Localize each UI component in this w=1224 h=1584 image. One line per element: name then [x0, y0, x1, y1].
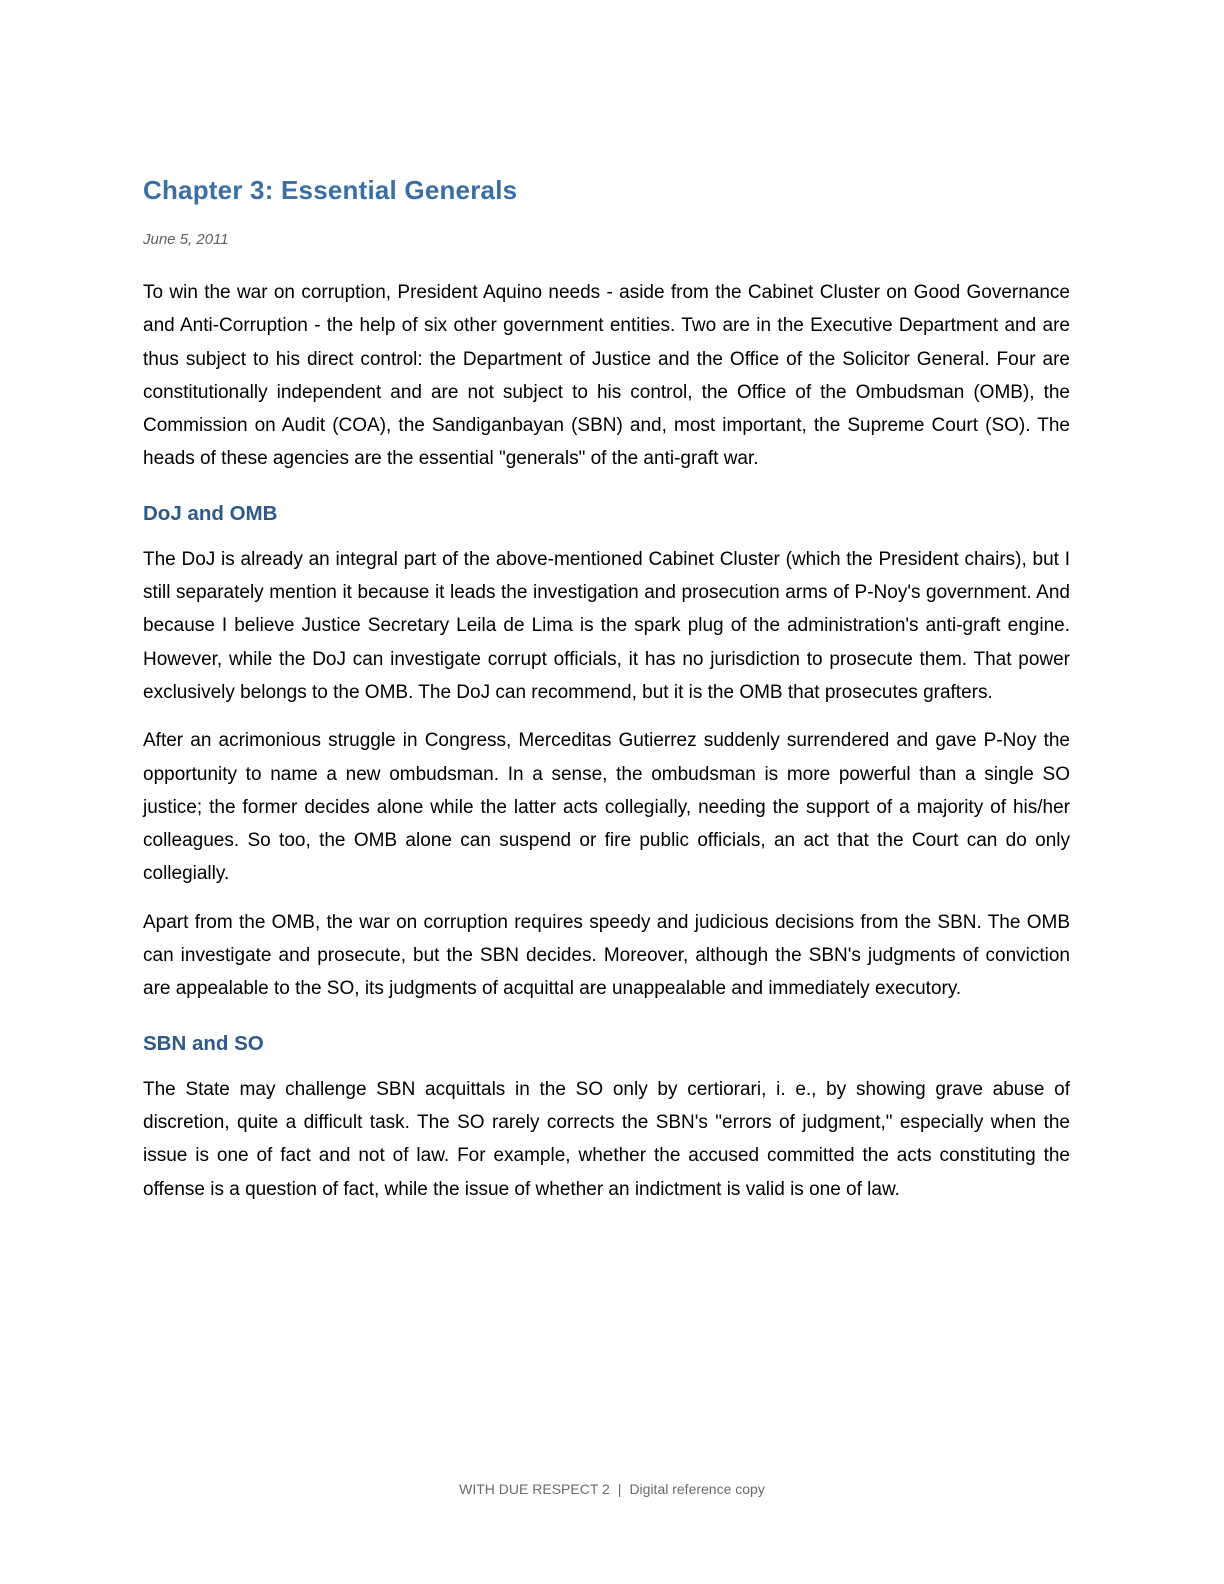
intro-paragraph: To win the war on corruption, President Aquino needs - aside from the Cabinet Cluster on Good Governance and Anti-Corruption - the help of six other government entities. Two are in the Executive Department and are thus subject to his direct control: the Department of Justice and the Office of the Solicitor General. Four are constitutionally independent and are not subject to his control, the Office of the Ombudsman (OMB), the Commission on Audit (COA), the Sandiganbayan (SBN) and, most important, the Supreme Court (SO). The heads of these agencies are the essential "generals" of the anti-graft war. — [143, 282, 1070, 470]
section-heading-sbn-so: SBN and SO — [143, 1031, 264, 1055]
page-footer — [0, 1478, 1224, 1500]
paragraph: After an acrimonious struggle in Congress, Merceditas Gutierrez suddenly surrendered and gave P-Noy the opportunity to name a new ombudsman. In a sense, the ombudsman is more powerful than a single SO justice; the former decides alone while the latter acts collegially, needing the support of a majority of his/her colleagues. So too, the OMB alone can suspend or fire public officials, an act that the Court can do only collegially. — [143, 730, 1070, 885]
paragraph: Apart from the OMB, the war on corruption requires speedy and judicious decisions from the SBN. The OMB can investigate and prosecute, but the SBN decides. Moreover, although the SBN's judgments of conviction are appealable to the SO, its judgments of acquittal are unappealable and immediately executory. — [143, 911, 1070, 1000]
paragraph: The State may challenge SBN acquittals in the SO only by certiorari, i. e., by showing grave abuse of discretion, quite a difficult task. The SO rarely corrects the SBN's "errors of judgment," especially when the issue is one of fact and not of law. For example, whether the accused committed the acts constituting the offense is a question of fact, while the issue of whether an indictment is valid is one of law. — [143, 1078, 1070, 1200]
footer-book-page: WITH DUE RESPECT 2 — [459, 1481, 610, 1497]
chapter-title: Chapter 3: Essential Generals — [143, 175, 518, 205]
paragraph: The DoJ is already an integral part of the above-mentioned Cabinet Cluster (which the President chairs), but I still separately mention it because it leads the investigation and prosecution arms of P-Noy's government. And because I believe Justice Secretary Leila de Lima is the spark plug of the administration's anti-graft engine. However, while the DoJ can investigate corrupt officials, it has no jurisdiction to prosecute them. That power exclusively belongs to the OMB. The DoJ can recommend, but it is the OMB that prosecutes grafters. — [143, 548, 1070, 703]
page-content — [143, 170, 1070, 1206]
section-heading-doj-omb: DoJ and OMB — [143, 501, 278, 525]
footer-separator: | — [617, 1481, 622, 1497]
chapter-date: June 5, 2011 — [143, 231, 229, 248]
footer-note: Digital reference copy — [629, 1481, 765, 1497]
